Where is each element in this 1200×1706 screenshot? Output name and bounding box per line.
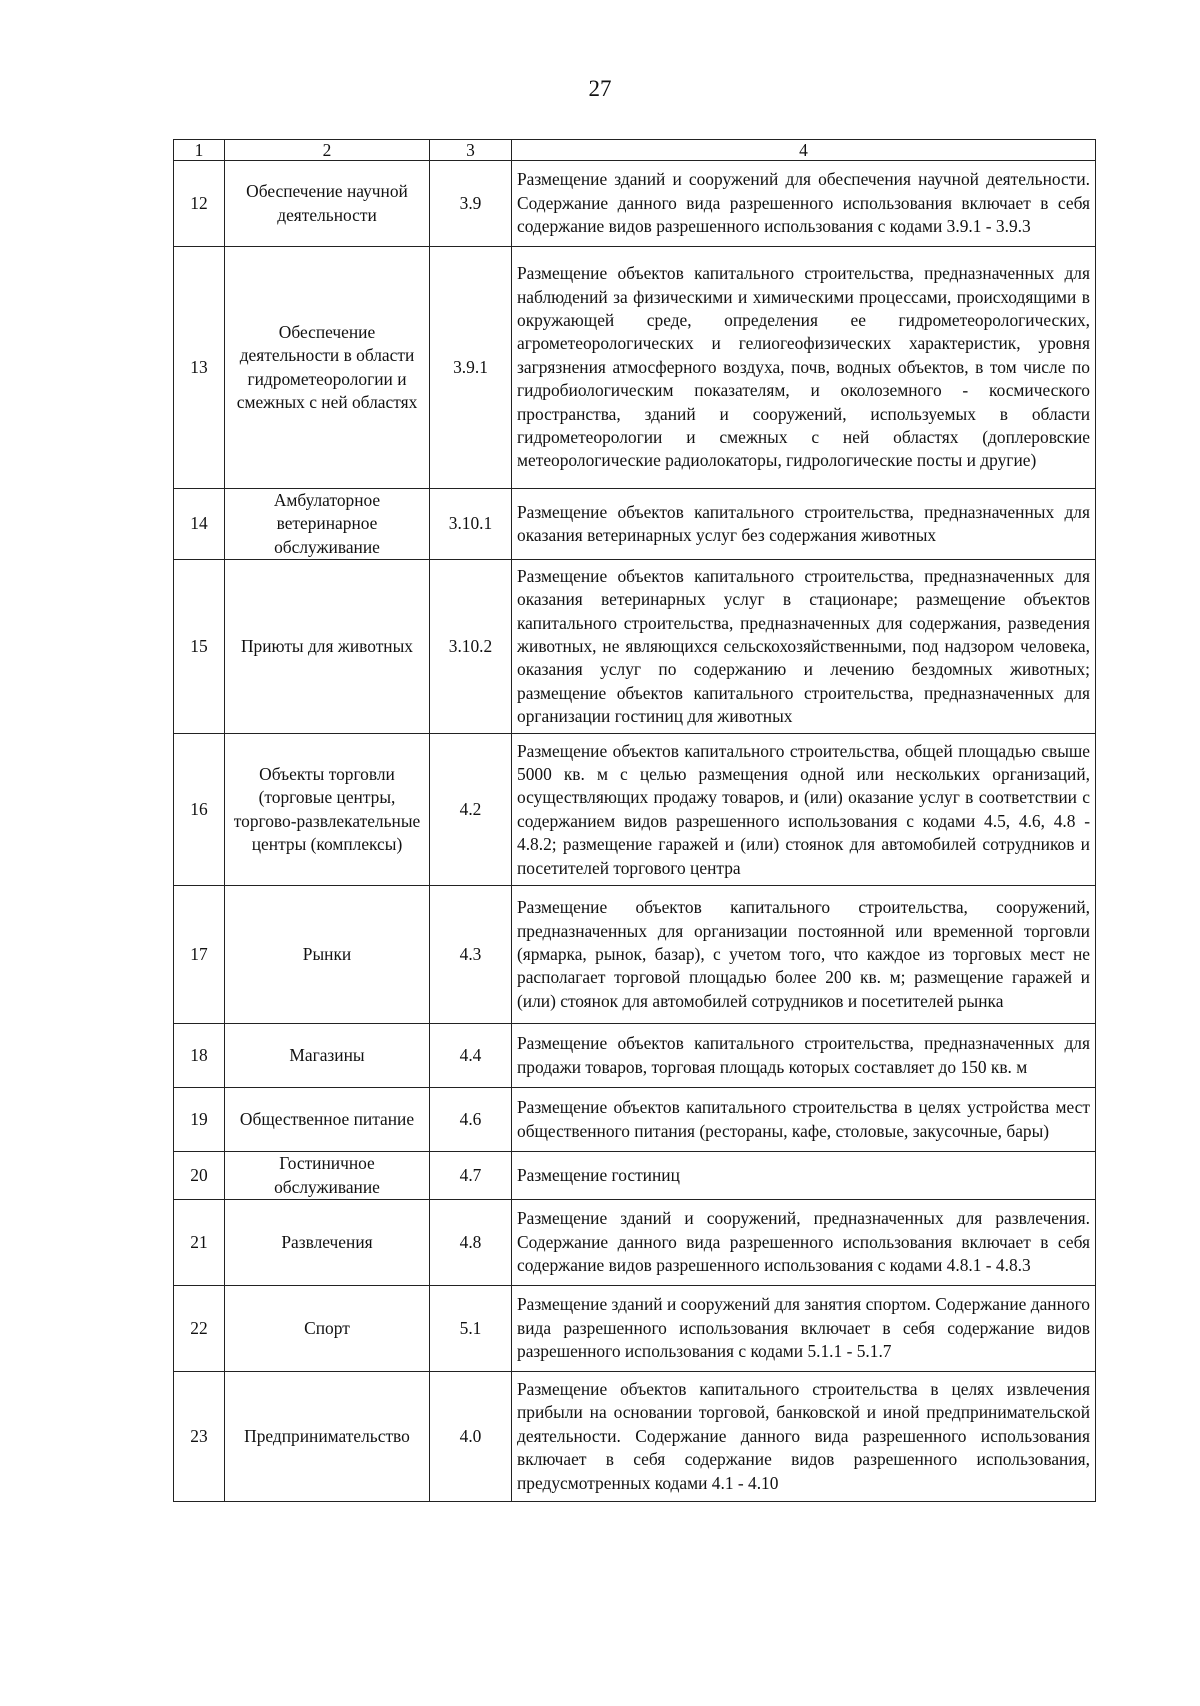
- row-number: 15: [174, 560, 225, 734]
- land-use-description: Размещение объектов капитального строительства в целях устройства мест общественного питания (рестораны, кафе, столовые, закусочные, бары): [512, 1088, 1096, 1152]
- land-use-description: Размещение объектов капитального строительства, предназначенных для продажи товаров, торговая площадь которых составляет до 150 кв. м: [512, 1024, 1096, 1088]
- land-use-name: Предпринимательство: [225, 1372, 430, 1502]
- land-use-code: 4.7: [430, 1152, 512, 1200]
- row-number: 13: [174, 247, 225, 489]
- row-number: 20: [174, 1152, 225, 1200]
- table-row: [174, 734, 1096, 886]
- land-use-description: Размещение гостиниц: [512, 1152, 1096, 1200]
- land-use-description: Размещение объектов капитального строительства, общей площадью свыше 5000 кв. м с целью размещения одной или нескольких организаций, осуществляющих продажу товаров, и (или) оказание услуг в соответствии с содержанием видов разрешенного использования с кодами 4.5, 4.6, 4.8 - 4.8.2; размещение гаражей и (или) стоянок для автомобилей сотрудников и посетителей торгового центра: [512, 734, 1096, 886]
- land-use-code: 4.6: [430, 1088, 512, 1152]
- land-use-name: Гостиничное обслуживание: [225, 1152, 430, 1200]
- land-use-name: Амбулаторное ветеринарное обслуживание: [225, 489, 430, 560]
- land-use-code: 3.10.1: [430, 489, 512, 560]
- land-use-name: Обеспечение деятельности в области гидрометеорологии и смежных с ней областях: [225, 247, 430, 489]
- row-number: 19: [174, 1088, 225, 1152]
- land-use-description: Размещение зданий и сооружений для занятия спортом. Содержание данного вида разрешенного использования включает в себя содержание видов разрешенного использования с кодами 5.1.1 - 5.1.7: [512, 1286, 1096, 1372]
- land-use-name: Объекты торговли (торговые центры, торгово-развлекательные центры (комплексы): [225, 734, 430, 886]
- land-use-description: Размещение объектов капитального строительства в целях извлечения прибыли на основании торговой, банковской и иной предпринимательской деятельности. Содержание данного вида разрешенного использования включает в себя содержание видов разрешенного использования, предусмотренных кодами 4.1 - 4.10: [512, 1372, 1096, 1502]
- land-use-name: Приюты для животных: [225, 560, 430, 734]
- land-use-name: Общественное питание: [225, 1088, 430, 1152]
- table-row: [174, 161, 1096, 247]
- row-number: 14: [174, 489, 225, 560]
- header-cell-3: 3: [430, 140, 512, 161]
- table-row: [174, 489, 1096, 560]
- land-use-description: Размещение объектов капитального строительства, предназначенных для наблюдений за физическими и химическими процессами, происходящими в окружающей среде, определения ее гидрометеорологических, агрометеорологических и гелиогеофизических характеристик, уровня загрязнения атмосферного воздуха, почв, водных объектов, в том числе по гидробиологическим показателям, и околоземного - космического пространства, зданий и сооружений, используемых в области гидрометеорологии и смежных с ней областях (доплеровские метеорологические радиолокаторы, гидрологические посты и другие): [512, 247, 1096, 489]
- table-row: [174, 560, 1096, 734]
- land-use-name: Магазины: [225, 1024, 430, 1088]
- row-number: 12: [174, 161, 225, 247]
- row-number: 21: [174, 1200, 225, 1286]
- land-use-name: Спорт: [225, 1286, 430, 1372]
- land-use-code: 4.2: [430, 734, 512, 886]
- table-row: [174, 1152, 1096, 1200]
- header-cell-1: 1: [174, 140, 225, 161]
- land-use-description: Размещение зданий и сооружений, предназначенных для развлечения. Содержание данного вида разрешенного использования включает в себя содержание видов разрешенного использования с кодами 4.8.1 - 4.8.3: [512, 1200, 1096, 1286]
- land-use-description: Размещение объектов капитального строительства, предназначенных для оказания ветеринарных услуг в стационаре; размещение объектов капитального строительства, предназначенных для содержания, разведения животных, не являющихся сельскохозяйственными, под надзором человека, оказания услуг по содержанию и лечению бездомных животных; размещение объектов капитального строительства, предназначенных для организации гостиниц для животных: [512, 560, 1096, 734]
- land-use-table: [173, 139, 1096, 1502]
- land-use-description: Размещение зданий и сооружений для обеспечения научной деятельности. Содержание данного вида разрешенного использования включает в себя содержание видов разрешенного использования с кодами 3.9.1 - 3.9.3: [512, 161, 1096, 247]
- table-row: [174, 1372, 1096, 1502]
- land-use-code: 4.0: [430, 1372, 512, 1502]
- land-use-code: 5.1: [430, 1286, 512, 1372]
- row-number: 17: [174, 886, 225, 1024]
- land-use-code: 4.8: [430, 1200, 512, 1286]
- table-row: [174, 1024, 1096, 1088]
- land-use-code: 3.9: [430, 161, 512, 247]
- land-use-name: Рынки: [225, 886, 430, 1024]
- row-number: 22: [174, 1286, 225, 1372]
- table-row: [174, 886, 1096, 1024]
- table-row: [174, 1200, 1096, 1286]
- land-use-description: Размещение объектов капитального строительства, сооружений, предназначенных для организации постоянной или временной торговли (ярмарка, рынок, базар), с учетом того, что каждое из торговых мест не располагает торговой площадью более 200 кв. м; размещение гаражей и (или) стоянок для автомобилей сотрудников и посетителей рынка: [512, 886, 1096, 1024]
- land-use-description: Размещение объектов капитального строительства, предназначенных для оказания ветеринарных услуг без содержания животных: [512, 489, 1096, 560]
- land-use-code: 3.10.2: [430, 560, 512, 734]
- table-row: [174, 1286, 1096, 1372]
- land-use-name: Обеспечение научной деятельности: [225, 161, 430, 247]
- land-use-code: 4.3: [430, 886, 512, 1024]
- row-number: 18: [174, 1024, 225, 1088]
- table-header-row: [174, 140, 1096, 161]
- land-use-code: 4.4: [430, 1024, 512, 1088]
- land-use-code: 3.9.1: [430, 247, 512, 489]
- header-cell-2: 2: [225, 140, 430, 161]
- table-row: [174, 1088, 1096, 1152]
- row-number: 23: [174, 1372, 225, 1502]
- table-row: [174, 247, 1096, 489]
- land-use-name: Развлечения: [225, 1200, 430, 1286]
- row-number: 16: [174, 734, 225, 886]
- header-cell-4: 4: [512, 140, 1096, 161]
- page-number: 27: [588, 76, 612, 101]
